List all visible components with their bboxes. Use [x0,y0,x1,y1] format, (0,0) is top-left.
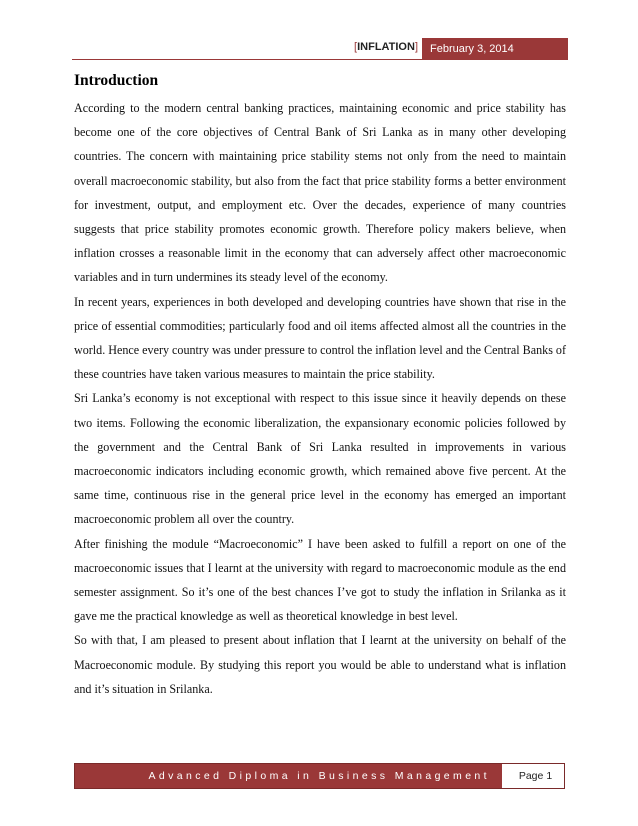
paragraph: So with that, I am pleased to present about inflation that I learnt at the university on behalf of the Macroeconomic module. By studying this report you would be able to understand what is inflation and it’s situation in Srilanka. [74,633,566,696]
title-bracket-close: ] [414,41,418,53]
course-name: Advanced Diploma in Business Management [75,764,502,788]
page-number [504,764,564,788]
page-header [72,38,568,60]
header-divider [72,59,422,60]
document-date: February 3, 2014 [422,38,568,60]
page-label: Page [518,770,544,782]
page-body [74,72,566,701]
paragraph: According to the modern central banking practices, maintaining economic and price stability has become one of the core objectives of Central Bank of Sri Lanka as in many other developing countries. The concern with maintaining price stability stems not only from the need to maintain overall macroeconomic stability, but also from the fact that price stability forms a better environment for investment, output, and employment etc. Over the decades, experience of many countries suggests that price stability promotes economic growth. Therefore policy makers believe, when inflation crosses a reasonable limit in the economy that can adversely affect other macroeconomic variables and in turn undermines its steady level of the economy. [74,101,566,285]
title-text: INFLATION [357,41,415,53]
document-title [354,41,418,53]
page-number-value: 1 [546,770,553,782]
title-bracket-open: [ [354,41,358,53]
paragraph: After finishing the module “Macroeconomic” I have been asked to fulfill a report on one of the macroeconomic issues that I learnt at the university with regard to macroeconomic module as the end semester assignment. So it’s one of the best chances I’ve got to study the inflation in Srilanka as it gave me the practical knowledge as well as theoretical knowledge in best level. [74,536,566,624]
section-heading: Introduction [74,72,159,89]
page-footer [74,763,565,789]
paragraph: In recent years, experiences in both developed and developing countries have shown that rise in the price of essential commodities; particularly food and oil items affected almost all the countries in the world. Hence every country was under pressure to control the inflation level and the Central Banks of these countries have taken various measures to maintain the price stability. [74,294,566,382]
paragraph: Sri Lanka’s economy is not exceptional with respect to this issue since it heavily depends on these two items. Following the economic liberalization, the expansionary economic policies followed by the government and the Central Bank of Sri Lanka resulted in improvements in various macroeconomic indicators including economic growth, which remained above five percent. At the same time, continuous rise in the general price level in the economy has emerged an important macroeconomic problem all over the country. [74,391,566,527]
